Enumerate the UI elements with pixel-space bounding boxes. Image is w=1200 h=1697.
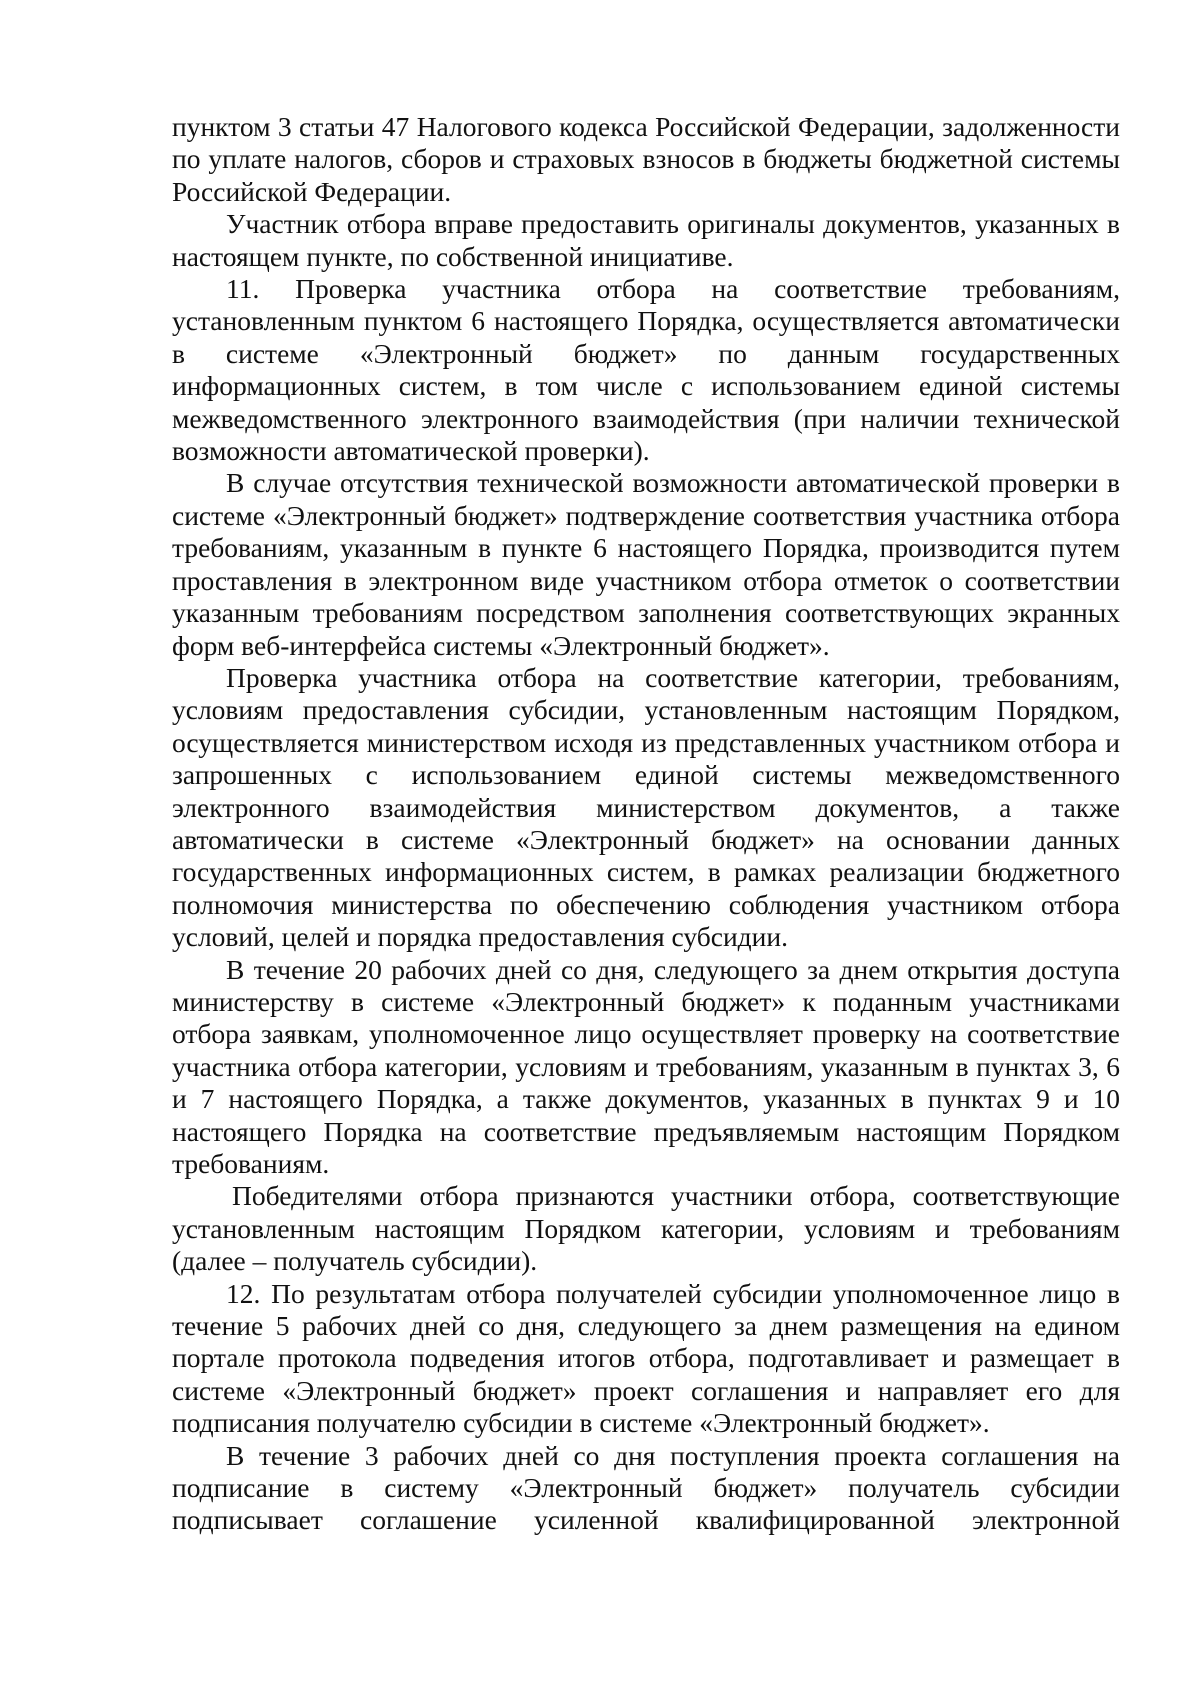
- paragraph-1: пунктом 3 статьи 47 Налогового кодекса Российской Федерации, задолженности по уплате налогов, сборов и страховых взносов в бюджеты бюджетной системы Российской Федерации.: [172, 111, 1120, 207]
- paragraph-8: 12. По результатам отбора получателей субсидии уполномоченное лицо в течение 5 рабочих дней со дня, следующего за днем размещения на едином портале протокола подведения итогов отбора, подготавливает и размещает в системе «Электронный бюджет» проект соглашения и направляет его для подписания получателю субсидии в системе «Электронный бюджет».: [172, 1277, 1120, 1439]
- paragraph-5: Проверка участника отбора на соответствие категории, требованиям, условиям предоставления субсидии, установленным настоящим Порядком, осуществляется министерством исходя из представленных участником отбора и запрошенных с использованием единой системы межведомственного электронного взаимодействия министерством документов, а также автоматически в системе «Электронный бюджет» на основании данных государственных информационных систем, в рамках реализации бюджетного полномочия министерства по обеспечению соблюдения участником отбора условий, целей и порядка предоставления субсидии.: [172, 661, 1120, 953]
- paragraph-3: 11. Проверка участника отбора на соответствие требованиям, установленным пунктом 6 настоящего Порядка, осуществляется автоматически в системе «Электронный бюджет» по данным государственных информационных систем, в том числе с использованием единой системы межведомственного электронного взаимодействия (при наличии технической возможности автоматической проверки).: [172, 273, 1120, 467]
- document-page: [172, 111, 1120, 1537]
- paragraph-7: Победителями отбора признаются участники отбора, соответствующие установленным настоящим Порядком категории, условиям и требованиям (далее – получатель субсидии).: [172, 1180, 1120, 1277]
- paragraph-9: В течение 3 рабочих дней со дня поступления проекта соглашения на подписание в систему «Электронный бюджет» получатель субсидии подписывает соглашение усиленной квалифицированной электронной: [172, 1439, 1120, 1536]
- paragraph-6: В течение 20 рабочих дней со дня, следующего за днем открытия доступа министерству в системе «Электронный бюджет» к поданным участниками отбора заявкам, уполномоченное лицо осуществляет проверку на соответствие участника отбора категории, условиям и требованиям, указанным в пунктах 3, 6 и 7 настоящего Порядка, а также документов, указанных в пунктах 9 и 10 настоящего Порядка на соответствие предъявляемым настоящим Порядком требованиям.: [172, 953, 1120, 1179]
- paragraph-2: Участник отбора вправе предоставить оригиналы документов, указанных в настоящем пункте, по собственной инициативе.: [172, 208, 1120, 272]
- paragraph-4: В случае отсутствия технической возможности автоматической проверки в системе «Электронный бюджет» подтверждение соответствия участника отбора требованиям, указанным в пункте 6 настоящего Порядка, производится путем проставления в электронном виде участником отбора отметок о соответствии указанным требованиям посредством заполнения соответствующих экранных форм веб-интерфейса системы «Электронный бюджет».: [172, 467, 1120, 661]
